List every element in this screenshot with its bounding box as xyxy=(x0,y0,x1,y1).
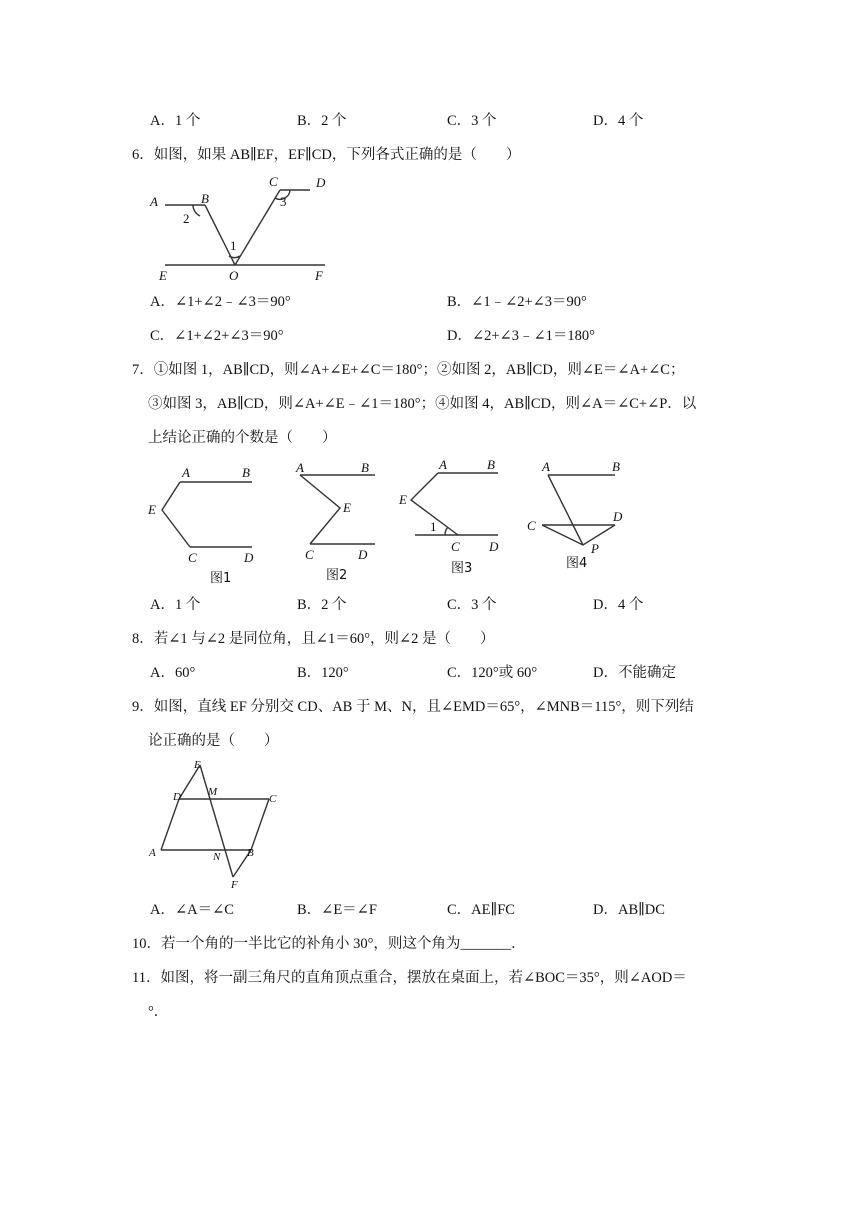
svg-text:图1: 图1 xyxy=(210,571,232,586)
q6-label-b: B xyxy=(201,191,209,206)
svg-text:图2: 图2 xyxy=(326,568,348,583)
q9-label-m: M xyxy=(208,786,218,798)
svg-text:E: E xyxy=(343,500,351,515)
svg-text:D: D xyxy=(358,547,368,562)
q6-option-a: A．∠1+∠2﹣∠3＝90° xyxy=(150,294,291,310)
q6-label-2: 2 xyxy=(183,211,190,226)
q9-label-d: D xyxy=(173,791,181,803)
q9-label-f: F xyxy=(231,879,238,891)
svg-text:P: P xyxy=(591,541,599,556)
q9-figure xyxy=(145,757,295,892)
q7-figure-1 xyxy=(147,465,254,586)
svg-text:B: B xyxy=(361,460,369,475)
q6-label-1: 1 xyxy=(230,238,237,253)
svg-text:A: A xyxy=(542,459,550,474)
q9-option-b: B．∠E＝∠F xyxy=(297,902,377,918)
q6-label-o: O xyxy=(229,268,239,283)
svg-text:D: D xyxy=(244,550,254,565)
q7-option-d: D．4 个 xyxy=(593,597,644,613)
svg-text:A: A xyxy=(439,457,447,472)
svg-text:C: C xyxy=(451,539,460,554)
svg-text:图3: 图3 xyxy=(451,561,473,576)
q7-option-a: A．1 个 xyxy=(150,597,201,613)
q9-stem-line1: 9．如图，直线 EF 分别交 CD、AB 于 M、N，且∠EMD＝65°，∠MNB＝115°，则下列结 xyxy=(132,699,694,715)
q7-figure-3 xyxy=(398,457,499,576)
q6-option-c: C．∠1+∠2+∠3＝90° xyxy=(150,328,284,344)
svg-text:B: B xyxy=(487,457,495,472)
q6-angle2-arc xyxy=(193,205,200,216)
svg-text:B: B xyxy=(612,459,620,474)
q8-stem: 8．若∠1 与∠2 是同位角，且∠1＝60°，则∠2 是（ ） xyxy=(132,631,495,647)
q7-stem-line1: 7．①如图 1，AB∥CD，则∠A+∠E+∠C＝180°；②如图 2，AB∥CD，则∠E＝∠A+∠C； xyxy=(132,362,685,378)
q8-option-a: A．60° xyxy=(150,665,196,681)
q7-figures xyxy=(140,455,670,590)
q9-label-c: C xyxy=(269,793,277,805)
q6-label-d: D xyxy=(316,175,326,190)
q6-angle1-arc xyxy=(229,256,240,258)
q9-stem-line2: 论正确的是（ ） xyxy=(148,733,279,749)
q8-option-d: D．不能确定 xyxy=(593,665,676,681)
svg-text:B: B xyxy=(242,465,250,480)
q9-option-a: A．∠A＝∠C xyxy=(150,902,234,918)
q7-figure-4 xyxy=(527,459,623,571)
q7-figure-2 xyxy=(295,460,375,583)
q7-stem-line3: 上结论正确的个数是（ ） xyxy=(148,430,337,446)
q6-figure xyxy=(145,170,345,285)
q8-option-b: B．120° xyxy=(297,665,349,681)
q6-label-3: 3 xyxy=(280,194,287,209)
q7-option-b: B．2 个 xyxy=(297,597,347,613)
svg-text:C: C xyxy=(188,550,197,565)
q6-label-f: F xyxy=(315,268,323,283)
svg-text:C: C xyxy=(527,518,536,533)
svg-text:D: D xyxy=(613,509,623,524)
q6-label-a: A xyxy=(150,194,158,209)
svg-text:A: A xyxy=(296,460,304,475)
svg-text:E: E xyxy=(399,492,407,507)
q9-line-bc xyxy=(251,799,269,850)
q10-stem: 10．若一个角的一半比它的补角小 30°，则这个角为_______． xyxy=(132,936,526,952)
svg-text:1: 1 xyxy=(430,519,437,534)
q7-stem-line2: ③如图 3，AB∥CD，则∠A+∠E﹣∠1＝180°；④如图 4，AB∥CD，则∠A＝∠C+∠P．以 xyxy=(148,396,697,412)
q6-option-b: B．∠1﹣∠2+∠3＝90° xyxy=(447,294,587,310)
q6-label-e: E xyxy=(159,268,167,283)
q6-label-c: C xyxy=(269,174,278,189)
svg-text:C: C xyxy=(305,547,314,562)
q6-line-bo xyxy=(205,205,235,265)
q5-option-c: C．3 个 xyxy=(447,113,497,129)
q7-option-c: C．3 个 xyxy=(447,597,497,613)
q9-label-a: A xyxy=(149,847,156,859)
q9-line-ad xyxy=(161,799,179,850)
svg-text:A: A xyxy=(182,465,190,480)
q9-option-c: C．AE∥FC xyxy=(447,902,515,918)
q9-label-e: E xyxy=(194,759,201,771)
q11-stem-line1: 11．如图，将一副三角尺的直角顶点重合，摆放在桌面上，若∠BOC＝35°，则∠AOD＝ xyxy=(132,970,687,986)
svg-text:E: E xyxy=(148,502,156,517)
q9-label-b: B xyxy=(247,847,254,859)
q6-stem: 6．如图，如果 AB∥EF，EF∥CD，下列各式正确的是（ ） xyxy=(132,147,521,163)
q5-option-a: A．1 个 xyxy=(150,113,201,129)
q6-line-oc xyxy=(235,190,280,265)
q5-option-d: D．4 个 xyxy=(593,113,644,129)
q5-option-b: B．2 个 xyxy=(297,113,347,129)
q6-option-d: D．∠2+∠3﹣∠1＝180° xyxy=(447,328,595,344)
q9-label-n: N xyxy=(213,851,221,863)
q8-option-c: C．120°或 60° xyxy=(447,665,538,681)
q11-stem-line2: °． xyxy=(148,1004,169,1020)
svg-text:D: D xyxy=(489,539,499,554)
svg-text:图4: 图4 xyxy=(566,556,588,571)
q9-option-d: D．AB∥DC xyxy=(593,902,665,918)
